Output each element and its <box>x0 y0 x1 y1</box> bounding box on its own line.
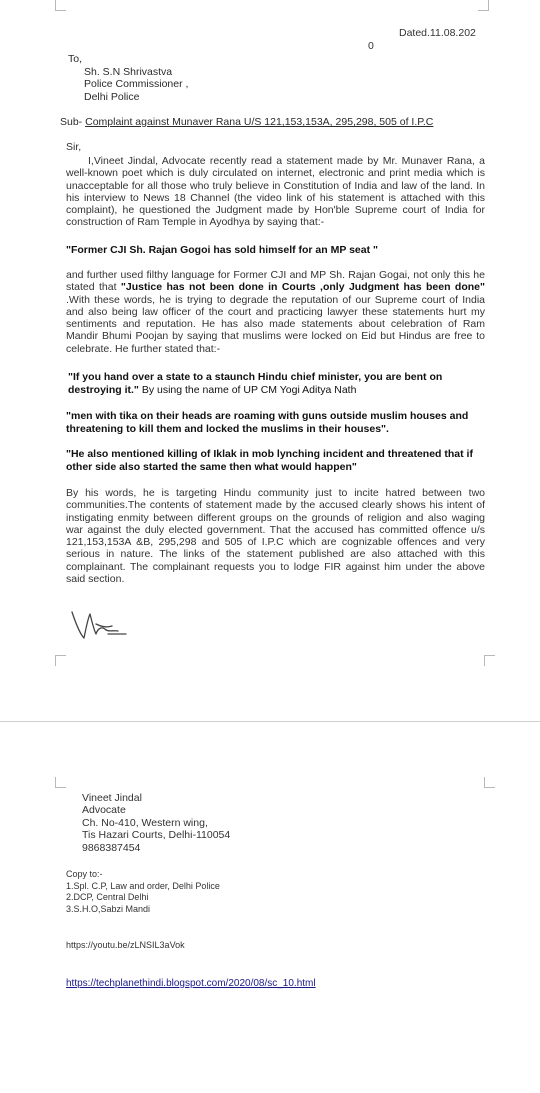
letter-date: Dated.11.08.202 <box>399 27 476 39</box>
blog-link[interactable]: https://techplanethindi.blogspot.com/2020/08/sc_10.html <box>66 978 316 989</box>
corner-mark <box>55 0 66 11</box>
subject-text: Complaint against Munaver Rana U/S 121,153,153A, 295,298, 505 of I.P.C <box>85 116 434 128</box>
quote-3: "men with tika on their heads are roaming with guns outside muslim houses and threatening to kill them and locked the muslims in their houses". <box>66 410 469 435</box>
para2-start: and further used filthy language for Former CJI and MP Sh. Rajan Gogai, not only this he stated that <box>66 269 485 294</box>
quote-4: "He also mentioned killing of Iklak in mob lynching incident and threatened that if other side also started the same then what would happen" <box>66 448 473 473</box>
subject-line <box>60 116 433 128</box>
subject-prefix: Sub- <box>60 116 86 128</box>
quote-1: "Former CJI Sh. Rajan Gogoi has sold himself for an MP seat " <box>66 244 378 256</box>
corner-mark <box>55 655 66 666</box>
quote-2-rest: By using the name of UP CM Yogi Aditya Nath <box>138 383 357 396</box>
quote-2-bold: "If you hand over a state to a staunch Hindu chief minister, you are bent on destroying it." <box>68 371 443 396</box>
para2-bold-quote: "Justice has not been done in Courts ,only Judgment has been done" <box>120 281 485 294</box>
addressee-org: Delhi Police <box>84 90 140 103</box>
corner-mark <box>478 0 489 11</box>
sender-phone: 9868387454 <box>82 841 141 854</box>
sender-role: Advocate <box>82 804 126 817</box>
copy-to-item: 3.S.H.O,Sabzi Mandi <box>66 903 151 914</box>
corner-mark <box>484 777 495 788</box>
copy-to-item: 2.DCP, Central Delhi <box>66 892 149 902</box>
body-paragraph-3: By his words, he is targeting Hindu community just to incite hatred between two communities.The contents of statement made by the accused clearly shows his intent of instigating enmity between different groups on the grounds of religion and also waging war against the duly elected government. That the accused has committed offence u/s 121,153,153A &B, 295,298 and 505 of I.P.C which are cognizable offences and very serious in nature. The links of the statement published are also attached with this complainant. The complainant requests you to lodge FIR against him under the above said section. <box>66 487 485 586</box>
copy-to-block <box>66 869 220 915</box>
sender-name: Vineet Jindal <box>82 792 142 804</box>
addressee-name: Sh. S.N Shrivastva <box>84 65 173 78</box>
body-paragraph-2 <box>66 269 485 355</box>
sender-address-2: Tis Hazari Courts, Delhi-110054 <box>82 829 231 842</box>
body-paragraph-1: I,Vineet Jindal, Advocate recently read a statement made by Mr. Munaver Rana, a well-known poet which is duly circulated on internet, electronic and print media which is unacceptable for all those who truly believe in Constitution of India and law of the land. In his interview to News 18 Channel (the video link of his statement is attached with this complaint), he questioned the Judgment made by Hon'ble Supreme court of India for construction of Ram Temple in Ayodhya by saying that:- <box>66 155 485 229</box>
sender-block <box>82 792 230 854</box>
para2-end: .With these words, he is trying to degrade the reputation of our Supreme court of India and also being law officer of the court and practicing lawyer these statements hurt my sentiments and reputation. He has also made statements about celebration of Ram Mandir Bhumi Poojan by saying that muslims were locked on Eid but Hindus are free to celebrate. He further stated that:- <box>66 293 485 355</box>
signature-image <box>66 604 136 644</box>
addressee-title: Police Commissioner , <box>84 78 189 91</box>
page-separator <box>0 721 540 722</box>
copy-to-item: 1.Spl. C.P, Law and order, Delhi Police <box>66 880 220 891</box>
addressee-block <box>68 53 188 103</box>
to-label: To, <box>68 53 83 65</box>
copy-to-heading: Copy to:- <box>66 869 103 879</box>
youtube-link[interactable]: https://youtu.be/zLNSIL3aVok <box>66 940 185 950</box>
corner-mark <box>55 777 66 788</box>
letter-date-tail: 0 <box>368 40 374 52</box>
salutation: Sir, <box>66 141 82 153</box>
quote-2 <box>68 371 486 396</box>
corner-mark <box>484 655 495 666</box>
sender-address-1: Ch. No-410, Western wing, <box>82 816 208 829</box>
